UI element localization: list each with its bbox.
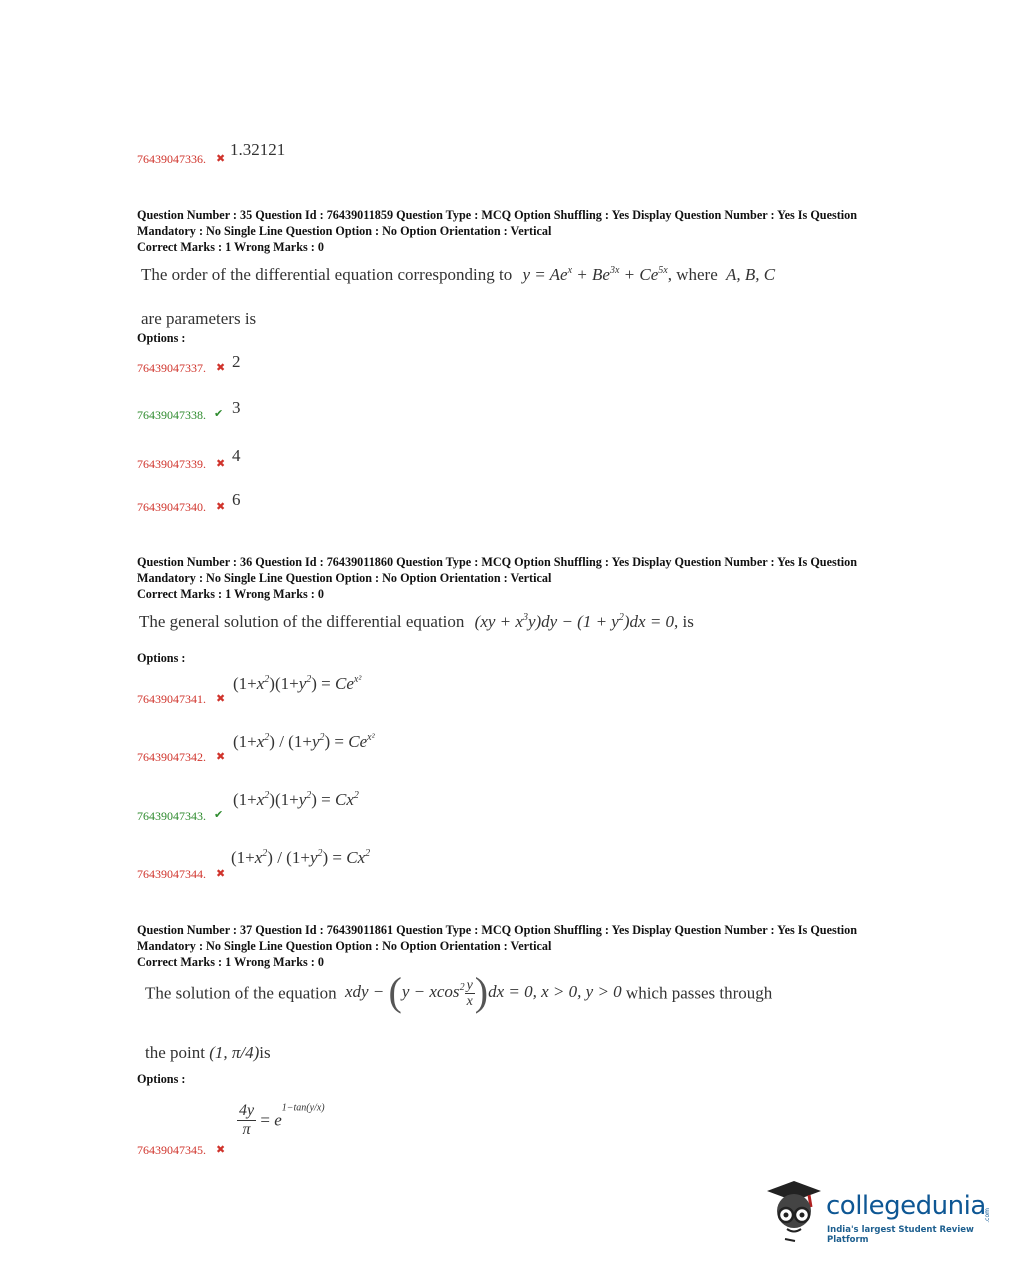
collegedunia-logo: [765, 1177, 995, 1245]
option-formula: $(1+x^2)(1+y^2) = Cx^2$: [233, 790, 359, 809]
option-value: 3: [232, 398, 241, 417]
question-text-part: , where: [667, 265, 718, 284]
question-text-part: The solution of the equation: [145, 983, 337, 1003]
option-formula: $(1+x^2) / (1+y^2) = Ce^{x^2}$: [233, 732, 375, 751]
question-text-part: is: [259, 1043, 271, 1062]
option-id: 76439047342.: [137, 750, 206, 764]
wrong-mark-icon: ✖: [216, 1144, 226, 1156]
option-row[interactable]: [137, 490, 337, 516]
option-value: 1.32121: [230, 140, 286, 159]
option-id: 76439047338.: [137, 408, 206, 422]
question-text-part: which passes through: [625, 983, 773, 1003]
wrong-mark-icon: ✖: [216, 693, 226, 705]
brand-suffix: .com: [984, 1208, 991, 1223]
question-header: Question Number : 35 Question Id : 76439011859 Question Type : MCQ Option Shuffling : Yes Display Question Number : Yes Is Question Mandatory : No Single Line Question Option : No Option Orientation : Vertical: [137, 208, 858, 238]
equation: xdy − (y − xcos$^2$ $\frac{y}{x}$ )dx = 0, x > 0, y > 0: [344, 969, 622, 1015]
option-id: 76439047339.: [137, 457, 206, 471]
options-label: Options :: [137, 651, 186, 665]
question-header: Question Number : 37 Question Id : 76439011861 Question Type : MCQ Option Shuffling : Yes Display Question Number : Yes Is Question Mandatory : No Single Line Question Option : No Option Orientation : Vertical: [137, 923, 858, 953]
option-id: 76439047340.: [137, 500, 206, 514]
wrong-mark-icon: ✖: [216, 501, 226, 513]
equation: $y = Ae^x + Be^{3x} + Ce^{5x}$: [522, 265, 668, 284]
question-text-part: , is: [674, 612, 694, 631]
mascot-icon: [765, 1177, 823, 1243]
option-value: 6: [232, 490, 241, 509]
options-label: Options :: [137, 1072, 186, 1086]
question-marks: Correct Marks : 1 Wrong Marks : 0: [137, 955, 324, 969]
equation: $(xy + x^3y)dy - (1 + y^2)dx = 0$: [474, 612, 675, 631]
option-formula: $(1+x^2)(1+y^2) = Ce^{x^2}$: [233, 674, 362, 693]
option-row[interactable]: [137, 1100, 437, 1160]
option-row[interactable]: [137, 788, 437, 824]
option-id: 76439047336.: [137, 152, 206, 166]
option-row[interactable]: [137, 730, 437, 766]
option-row[interactable]: [137, 846, 437, 882]
wrong-mark-icon: ✖: [216, 868, 226, 880]
wrong-mark-icon: ✖: [216, 362, 226, 374]
question-text-continued: [145, 1043, 271, 1063]
check-mark-icon: ✔: [214, 809, 224, 821]
wrong-mark-icon: ✖: [216, 751, 226, 763]
option-id: 76439047343.: [137, 809, 206, 823]
question-text-part: the point: [145, 1043, 205, 1062]
option-value: 4: [232, 446, 241, 465]
question-text-part: The order of the differential equation corresponding to: [141, 265, 513, 284]
option-row[interactable]: [137, 672, 437, 708]
brand-name: collegedunia: [826, 1191, 986, 1221]
question-text-continued: are parameters is: [141, 309, 257, 328]
parameters: A, B, C: [726, 265, 776, 284]
option-id: 76439047344.: [137, 867, 206, 881]
question-text: [141, 265, 901, 285]
option-id: 76439047337.: [137, 361, 206, 375]
check-mark-icon: ✔: [214, 408, 224, 420]
option-row[interactable]: [137, 352, 337, 378]
options-label: Options :: [137, 331, 186, 345]
option-row: [137, 140, 437, 170]
question-text: [145, 969, 905, 1026]
option-id: 76439047345.: [137, 1143, 206, 1157]
question-marks: Correct Marks : 1 Wrong Marks : 0: [137, 240, 324, 254]
question-marks: Correct Marks : 1 Wrong Marks : 0: [137, 587, 324, 601]
point: (1, π/4): [209, 1043, 260, 1062]
wrong-mark-icon: ✖: [216, 458, 226, 470]
question-text-part: The general solution of the differential equation: [139, 612, 465, 631]
question-header: Question Number : 36 Question Id : 76439011860 Question Type : MCQ Option Shuffling : Yes Display Question Number : Yes Is Question Mandatory : No Single Line Question Option : No Option Orientation : Vertical: [137, 555, 858, 585]
brand-tagline: India's largest Student Review Platform: [827, 1225, 974, 1245]
option-value: 2: [232, 352, 241, 371]
option-id: 76439047341.: [137, 692, 206, 706]
wrong-mark-icon: ✖: [216, 153, 226, 165]
option-formula: $\frac{4y}{\pi}$ = $e^{1-tan(y/x)}$: [239, 1102, 325, 1138]
question-text: [139, 612, 899, 632]
option-formula: $(1+x^2) / (1+y^2) = Cx^2$: [231, 848, 371, 867]
option-row[interactable]: [137, 446, 337, 472]
option-row[interactable]: [137, 398, 337, 424]
